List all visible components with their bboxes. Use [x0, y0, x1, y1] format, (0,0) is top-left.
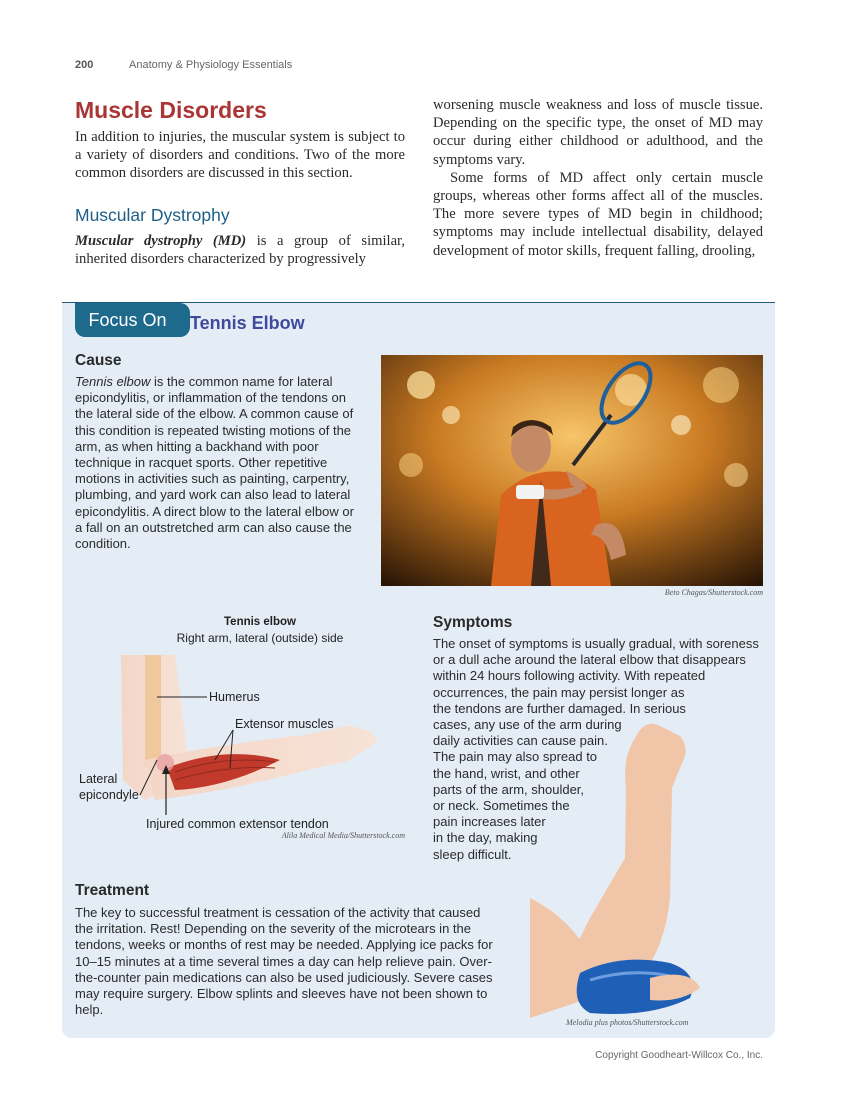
col2-paragraph-1: worsening muscle weakness and loss of muscle tissue. Depending on the specific type, the onset of MD may occur during either childhood or adulthood, and the symptoms vary.: [433, 97, 763, 168]
focus-on-tab: Focus On: [75, 303, 180, 337]
label-epicondyle: epicondyle: [79, 788, 139, 802]
symptoms-line: pain increases later: [433, 814, 546, 830]
symptoms-line: daily activities can cause pain.: [433, 733, 608, 749]
intro-paragraph: In addition to injuries, the muscular system is subject to a variety of disorders and conditions. Two of the more common disorders are discussed in this section.: [75, 129, 405, 182]
arm-ice-pack-photo: [530, 718, 760, 1018]
copyright: Copyright Goodheart-Willcox Co., Inc.: [595, 1050, 763, 1061]
right-column: [433, 96, 763, 260]
treatment-paragraph: The key to successful treatment is cessation of the activity that caused the irritation. Rest! Depending on the severity of the microtears in the tendons, weeks or months of rest may be needed. Applying ice packs for 10–15 minutes at a time several times a day can help relieve pain. Over-the-counter pain medications can also be used judiciously. Severe cases may require surgery. Elbow splints and sleeves have not been shown to help.: [75, 905, 493, 1018]
symptoms-line: or neck. Sometimes the: [433, 798, 570, 814]
label-lateral: Lateral: [79, 772, 118, 786]
symptoms-line: The onset of symptoms is usually gradual, with soreness: [433, 636, 759, 651]
cause-term: Tennis elbow: [75, 374, 151, 389]
md-text: is a group of similar, inherited disorders characterized by progressively: [75, 233, 405, 268]
symptoms-line: sleep difficult.: [433, 846, 512, 862]
diagram-title: Tennis elbow: [224, 616, 296, 628]
diagram-credit: Alila Medical Media/Shutterstock.com: [281, 831, 405, 840]
humerus-bone: [145, 655, 161, 765]
symptoms-line: the hand, wrist, and other: [433, 765, 580, 781]
symptoms-line: or a dull ache around the lateral elbow that disappears: [433, 652, 746, 668]
arm-photo-credit: Melodia plus photos/Shutterstock.com: [566, 1018, 689, 1027]
cause-heading: Cause: [75, 352, 122, 369]
subsection-title: Muscular Dystrophy: [75, 205, 230, 225]
symptoms-line: parts of the arm, shoulder,: [433, 781, 585, 797]
photo-credit: Beto Chagas/Shutterstock.com: [664, 588, 763, 597]
diagram-subtitle: Right arm, lateral (outside) side: [176, 631, 344, 645]
hand: [650, 975, 700, 1001]
focus-title: Tennis Elbow: [190, 313, 305, 333]
symptoms-line: the tendons are further damaged. In serious: [433, 700, 686, 716]
symptoms-line: cases, any use of the arm during: [433, 717, 622, 733]
section-title: Muscle Disorders: [75, 97, 267, 123]
cause-paragraph: [75, 374, 357, 552]
tennis-player-photo: [381, 355, 763, 586]
raised-arm: [570, 724, 686, 988]
cause-body: is the common name for lateral epicondylitis, or inflammation of the tendons on the lateral side of the elbow. A common cause of this condition is repeated twisting motions of the arm, as when hitting a backhand with poor technique in racquet sports. Other repetitive motions in activities such as painting, carpentry, plumbing, and yard work can also lead to lateral epicondylitis. A direct blow to the lateral elbow or a fall on an outstretched arm can also cause the condition.: [75, 374, 354, 552]
treatment-heading: Treatment: [75, 882, 150, 899]
label-injured-tendon: Injured common extensor tendon: [146, 817, 329, 830]
symptoms-heading: Symptoms: [433, 614, 513, 631]
col2-paragraph-2: Some forms of MD affect only certain muscle groups, whereas other forms affect all of the muscles. The more severe types of MD begin in childhood; symptoms may include intellectual disability, delayed development of motor skills, frequent falling, drooling,: [433, 169, 763, 259]
symptoms-line: The pain may also spread to: [433, 749, 598, 765]
page-number: 200: [75, 59, 94, 71]
running-header: Anatomy & Physiology Essentials: [129, 59, 293, 71]
elbow-diagram: [75, 650, 415, 830]
md-term: Muscular dystrophy (MD): [75, 233, 247, 249]
symptoms-line: occurrences, the pain may persist longer as: [433, 684, 685, 700]
label-extensor-muscles: Extensor muscles: [235, 717, 334, 731]
md-paragraph: [75, 232, 405, 268]
symptoms-line: within 24 hours following activity. With repeated: [433, 668, 706, 684]
tennis-player-image: [381, 355, 763, 586]
symptoms-line: in the day, making: [433, 830, 538, 846]
label-humerus: Humerus: [209, 690, 260, 704]
